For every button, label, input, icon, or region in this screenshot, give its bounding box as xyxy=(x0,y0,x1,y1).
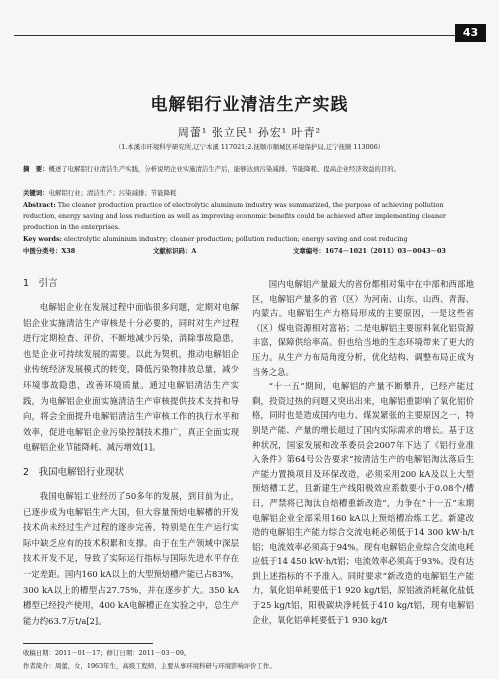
abstract-zh-text: 概述了电解铝行业清洁生产实践，分析说明企业实施清洁生产后，能够达到污染减排、节能降耗、提高企业经济效益的目的。 xyxy=(48,165,401,173)
abstract-en-label: Abstract: xyxy=(23,201,56,209)
keywords-en-text: electrolytic aluminium industry; cleaner production; pollution reduction; energy saving and cost reducing xyxy=(64,235,408,243)
document-code: 文献标识码：A xyxy=(153,247,197,255)
author-list: 周蕾¹ 张立民¹ 孙宏¹ 叶青² xyxy=(177,126,322,139)
abstract-en-text: The cleaner production practice of electrolytic aluminum industry was summarized, the purpose of achieving pollution reduction, energy saving and loss reduction as well as improving economic benefits could be achieved after implementing cleaner production in the enterprises. xyxy=(23,201,446,231)
clc-number: 中图分类号：X38 xyxy=(23,247,76,255)
article-title: 电解铝行业清洁生产实践 xyxy=(150,95,349,115)
section-2-paragraph-3: “十一五”期间，电解铝的产量不断攀升，已经产能过剩，投资过热的问题又突出出来，电解铝重影响了氧化铝价格，同时也是造成国内电力、煤炭紧张的主要原因之一，特别是产能、产量的增长超过了国内实际需求的增长。基于这种状况，国家发展和改革委员会2007年下达了《铝行业准入条件》第64号公告要求“按清洁生产的电解铝淘汰落后生产能力置换项目及环保改造，必须采用200 kA及以上大型预焙槽工艺，且新建生产线阳极效应系数要小于0.08个/槽日，严禁将已淘汰自焙槽重新改造”，力争在“十一五”末期电解铝企业全部采用160 kA以上预焙槽冶炼工艺。新建改造的电解铝生产能力综合交流电耗必须低于14 300 kW·h/t铝；电流效率必须高于94%。现有电解铝企业综合交流电耗应低于14 450 kW·h/t铝；电流效率必须高于93%。没有达到上述指标的不予准入。同时要求“新改造的电解铝生产能力，氧化铝单耗要低于1 920 kg/t铝，原铝液消耗氟化盐低于25 kg/t铝，阳极碳块净耗低于410 kg/t铝，现有电解铝企业，氧化铝单耗要低于1 930 kg/t xyxy=(252,381,474,625)
abstract-zh-label: 摘 要： xyxy=(23,165,49,173)
page-number: 43 xyxy=(455,24,486,42)
received-date: 收稿日期：2011－01－17；修订日期：2011－03－09。 xyxy=(23,649,191,657)
section-2-paragraph-1: 我国电解铝工业经历了50多年的发展，到目前为止，已逐步成为电解铝生产大国，但大容量预焙电解槽的开发技术尚未经过生产过程的逐步完善，特别是在生产运行实际中缺乏应有的技术积累和支撑。由于在生产领域中深层技术开发不足，导致了实际运行指标与国际先进水平存在一定差距。国内160 kA以上的大型预焙槽产能已占83%，300 kA以上的槽型占27.75%，并在逐步扩大。350 kA槽型已经投产使用，400 kA电解槽正在实验之中，总生产能力约63.7万t/a[2]。 xyxy=(23,490,239,626)
footnote-rule xyxy=(23,643,153,644)
affiliation: （1.本溪市环境科学研究所,辽宁本溪 117021;2.抚顺市顺城区环境保护局,辽宁抚顺 113006） xyxy=(114,143,385,151)
article-number: 文章编号：1674－1021（2011）03－0043－03 xyxy=(293,247,446,255)
column-right xyxy=(252,277,474,627)
section-1-heading: 1 引言 xyxy=(23,278,58,289)
header-rule xyxy=(14,35,455,36)
keywords-zh-text: 电解铝行业；清洁生产；污染减排；节能降耗 xyxy=(48,189,177,197)
keywords-en xyxy=(23,234,475,245)
keywords-en-label: Key words: xyxy=(23,235,62,243)
author-bio: 作者简介：周蕾，女，1963年生，高级工程师，主要从事环境科研与环境影响评价工作。 xyxy=(23,662,276,670)
column-left xyxy=(23,276,239,629)
abstract-en xyxy=(23,200,475,233)
keywords-zh-label: 关键词： xyxy=(23,189,49,197)
section-1-paragraph: 电解铝企业在发展过程中面临很多问题，定期对电解铝企业实施清洁生产审核是十分必要的，同时对生产过程进行定期检查、评价，不断地减少污染，消除事故隐患，也是企业可持续发展的需要。以此为契机，推动电解铝企业传统经济发展模式的转变，降低污染物排放总量，减少环境事故隐患，改善环境质量。通过电解铝清洁生产实践，为电解铝企业面实施清洁生产审核提供技术支持和导向，将会全面提升电解铝清洁生产审核工作的执行水平和效率，促进电解铝企业污染控制技术推广，真正全面实现电解铝企业节能降耗、减污增效[1]。 xyxy=(23,302,239,453)
abstract-zh xyxy=(23,164,475,175)
keywords-zh xyxy=(23,188,475,199)
section-2-heading: 2 我国电解铝行业现状 xyxy=(23,466,125,478)
section-2-paragraph-2: 国内电解铝产量最大的省份都相对集中在中部和西部地区，电解铝产量多的省（区）为河南、山东、山西、青海、内蒙古。电解铝生产力格局形成的主要原因，一是这些省（区）煤电资源相对富裕；二是电解铝主要原料氧化铝资源丰富，保障供给率高。但也给当地的生态环境带来了更大的压力。从生产力布局角度分析，优化结构、调整布局正成为当务之急。 xyxy=(252,279,474,377)
